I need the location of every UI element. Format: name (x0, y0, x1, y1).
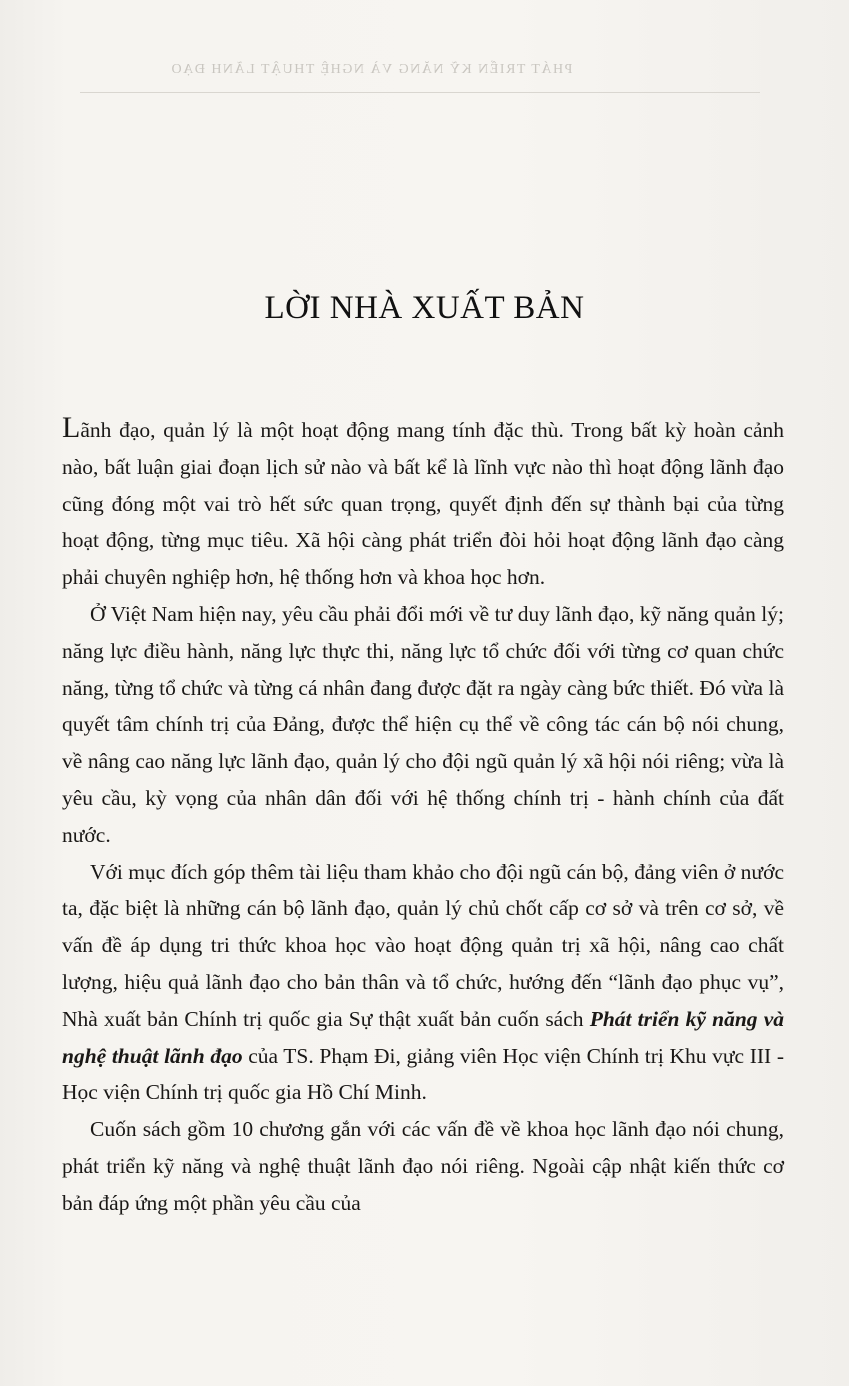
paragraph-4: Cuốn sách gồm 10 chương gắn với các vấn đề về khoa học lãnh đạo nói chung, phát triển kỹ năng và nghệ thuật lãnh đạo nói riêng. Ngoài cập nhật kiến thức cơ bản đáp ứng một phần yêu cầu của (62, 1117, 784, 1215)
page-title: LỜI NHÀ XUẤT BẢN (264, 290, 585, 326)
paragraph-3-text-before: Với mục đích góp thêm tài liệu tham khảo cho đội ngũ cán bộ, đảng viên ở nước ta, đặc biệt là những cán bộ lãnh đạo, quản lý chủ chốt cấp cơ sở và trên cơ sở, về vấn đề áp dụng tri thức khoa học vào hoạt động quản trị xã hội, nâng cao chất lượng, hiệu quả lãnh đạo cho bản thân và tổ chức, hướng đến “lãnh đạo phục vụ”, Nhà xuất bản Chính trị quốc gia Sự thật xuất bản cuốn sách (62, 859, 784, 1031)
paragraph-1-text: ãnh đạo, quản lý là một hoạt động mang tính đặc thù. Trong bất kỳ hoàn cảnh nào, bất luận giai đoạn lịch sử nào và bất kể là lĩnh vực nào thì hoạt động lãnh đạo cũng đóng một vai trò hết sức quan trọng, quyết định đến sự thành bại của từng hoạt động, từng mục tiêu. Xã hội càng phát triển đòi hỏi hoạt động lãnh đạo càng phải chuyên nghiệp hơn, hệ thống hơn và khoa học hơn. (62, 418, 784, 590)
paragraph-2: Ở Việt Nam hiện nay, yêu cầu phải đổi mới về tư duy lãnh đạo, kỹ năng quản lý; năng lực điều hành, năng lực thực thi, năng lực tổ chức đối với từng cơ quan chức năng, từng tổ chức và từng cá nhân đang được đặt ra ngày càng bức thiết. Đó vừa là quyết tâm chính trị của Đảng, được thể hiện cụ thể về công tác cán bộ nói chung, về nâng cao năng lực lãnh đạo, quản lý cho đội ngũ quản lý xã hội nói riêng; vừa là yêu cầu, kỳ vọng của nhân dân đối với hệ thống chính trị - hành chính của đất nước. (62, 601, 784, 847)
body-text (62, 412, 784, 1222)
paragraph-3-text-after: của TS. Phạm Đi, giảng viên Học viện Chính trị Khu vực III - Học viện Chính trị quốc gia Hồ Chí Minh. (62, 1043, 784, 1105)
bleed-through-header: PHÁT TRIỂN KỸ NĂNG VÀ NGHỆ THUẬT LÃNH ĐẠO (170, 62, 573, 77)
paragraph-3 (62, 854, 784, 1112)
paragraph-1 (62, 412, 784, 596)
book-title: Phát triển kỹ năng và nghệ thuật lãnh đạo (62, 1006, 784, 1068)
header-rule (80, 92, 760, 93)
drop-cap: L (62, 411, 81, 444)
